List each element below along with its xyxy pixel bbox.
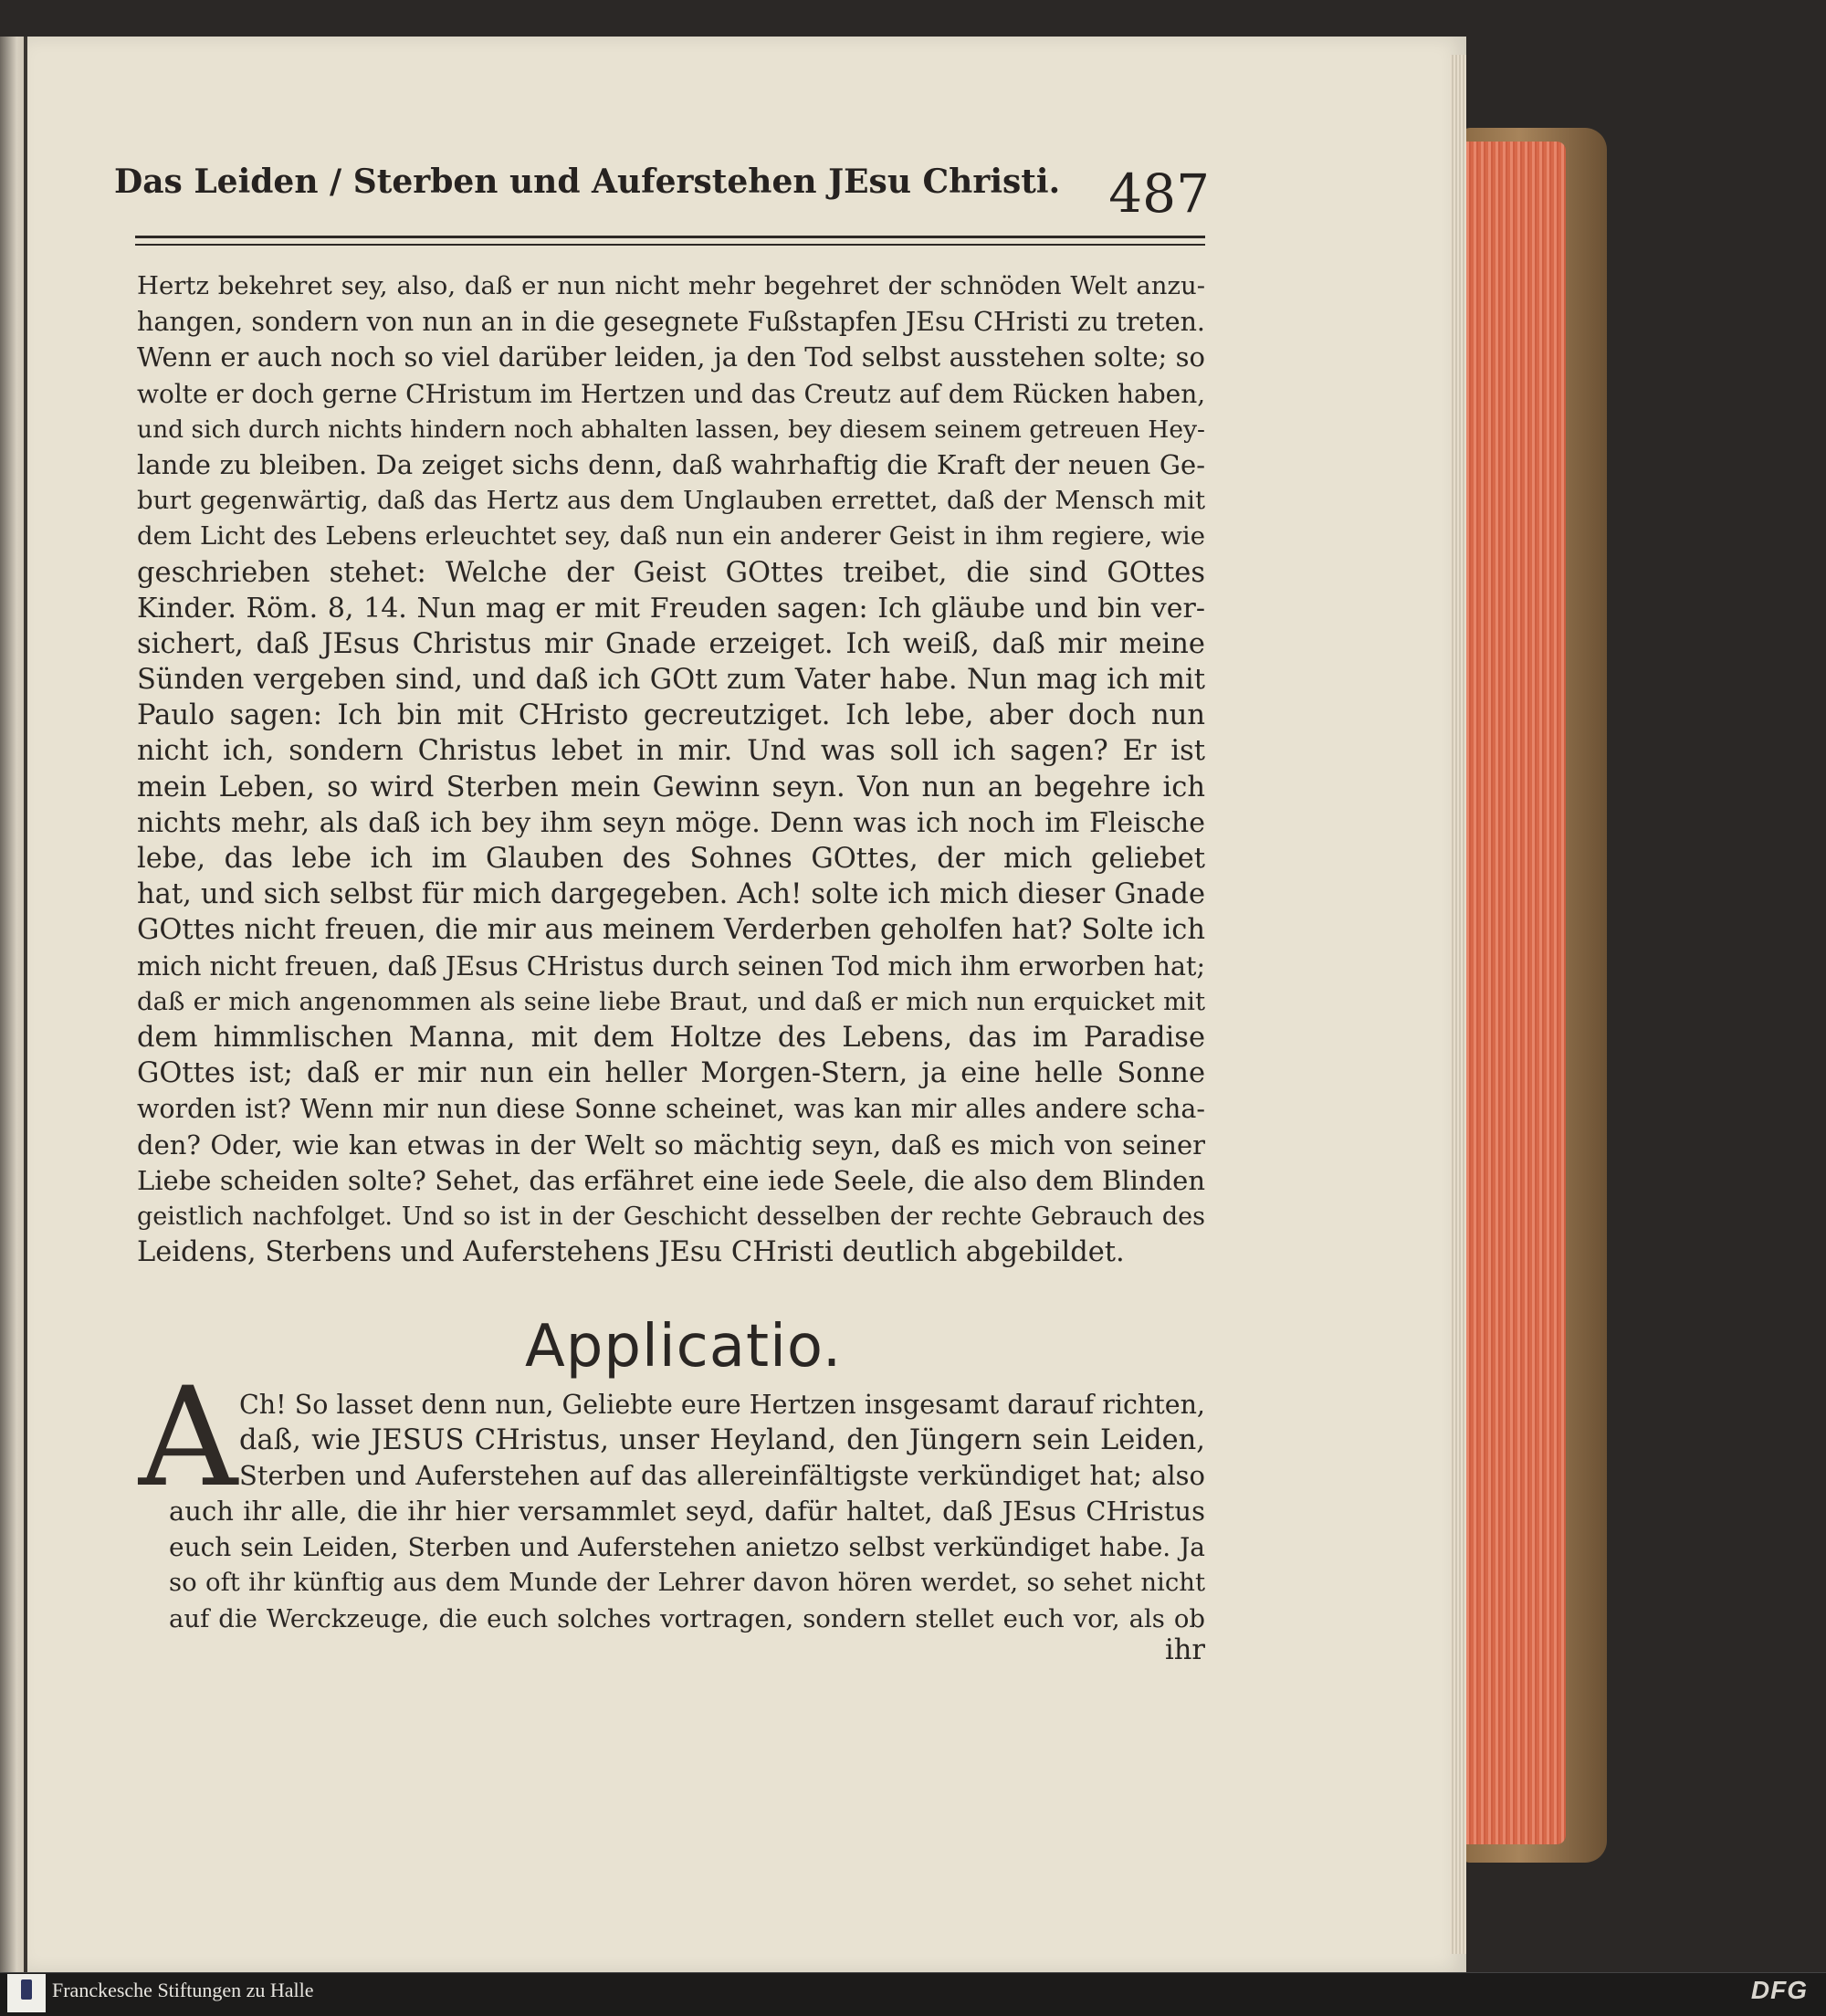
text-line: wolte er doch gerne CHristum im Hertzen und das Creutz auf dem Rücken haben, [137,378,1206,409]
running-head [114,153,1210,236]
header-rule [135,236,1205,238]
text-line: GOttes nicht freuen, die mir aus meinem Verderben geholfen hat? Solte ich [137,914,1205,947]
text-line: Hertz bekehret sey, also, daß er nun nicht mehr begehret der schnöden Welt anzu- [137,271,1205,300]
text-line: burt gegenwärtig, daß das Hertz aus dem Unglauben errettet, daß der Mensch mit [137,486,1205,516]
text-line: auch ihr alle, die ihr hier versammlet seyd, dafür haltet, daß JEsus CHristus [169,1496,1205,1527]
text-line: den? Oder, wie kan etwas in der Welt so mächtig seyn, daß es mich von seiner [137,1129,1205,1160]
text-line: hat, und sich selbst für mich dargegeben. Ach! solte ich mich dieser Gnade [137,878,1205,911]
text-line: geistlich nachfolget. Und so ist in der Geschicht desselben der rechte Gebrauch des [137,1202,1205,1231]
text-line: so oft ihr künftig aus dem Munde der Lehrer davon hören werdet, so sehet nicht [169,1568,1205,1598]
text-line: lebe, das lebe ich im Glauben des Sohnes GOttes, der mich geliebet [137,843,1205,875]
catchword: ihr [1165,1634,1205,1666]
text-line: Kinder. Röm. 8, 14. Nun mag er mit Freuden sagen: Ich gläube und bin ver- [137,592,1205,625]
text-line: euch sein Leiden, Sterben und Auferstehen anietzo selbst verkündiget habe. Ja [169,1532,1205,1563]
text-line: lande zu bleiben. Da zeiget sichs denn, daß wahrhaftig die Kraft der neuen Ge- [137,448,1205,480]
text-line: Sünden vergeben sind, und daß ich GOtt zum Vater habe. Nun mag ich mit [137,664,1205,697]
dfg-logo: DFG [1750,1976,1808,2004]
main-text-block [137,268,1205,1270]
text-line: Liebe scheiden solte? Sehet, das erfähret eine iede Seele, die also dem Blinden [137,1164,1205,1196]
text-line: Wenn er auch noch so viel darüber leiden, ja den Tod selbst ausstehen solte; so [137,341,1205,373]
text-line: GOttes ist; daß er mir nun ein heller Morgen-Stern, ja eine helle Sonne [137,1057,1205,1090]
application-text-block [169,1494,1205,1637]
text-line: sichert, daß JEsus Christus mir Gnade erzeiget. Ich weiß, daß mir meine [137,627,1205,660]
text-line: hangen, sondern von nun an in die gesegnete Fußstapfen JEsu CHristi zu treten. [137,307,1205,338]
text-line: dem Licht des Lebens erleuchtet sey, daß nun ein anderer Geist in ihm regiere, wie [137,521,1205,551]
text-line: und sich durch nichts hindern noch abhalten lassen, bey diesem seinem getreuen Hey- [137,415,1205,444]
decorated-initial: A [138,1359,238,1517]
text-line: daß er mich angenommen als seine liebe Braut, und daß er mich nun erquicket mit [137,986,1205,1016]
page-number: 487 [1108,163,1210,225]
logo-mark-icon [21,1979,32,2000]
text-line: Ch! So lasset denn nun, Geliebte eure Hertzen insgesamt darauf richten, [239,1390,1205,1420]
text-line: mein Leben, so wird Sterben mein Gewinn seyn. Von nun an begehre ich [137,771,1205,803]
text-line: nichts mehr, als daß ich bey ihm seyn möge. Denn was ich noch im Fleische [137,806,1205,839]
application-indented-block [239,1387,1205,1495]
text-line: worden ist? Wenn mir nun diese Sonne scheinet, was kan mir alles andere scha- [137,1094,1205,1125]
text-line: nicht ich, sondern Christus lebet in mir. Und was soll ich sagen? Er ist [137,735,1205,768]
institution-name[interactable]: Franckesche Stiftungen zu Halle [52,1979,314,2001]
page-stack-edge [1450,55,1466,1954]
text-line: geschrieben stehet: Welche der Geist GOttes treibet, die sind GOttes [137,556,1205,589]
text-line: Leidens, Sterbens und Auferstehens JEsu CHristi deutlich abgebildet. [137,1236,1125,1269]
text-line: Sterben und Auferstehen auf das allereinfältigste verkündiget hat; also [239,1460,1205,1492]
section-heading: Applicatio. [525,1313,843,1381]
text-line: daß, wie JESUS CHristus, unser Heyland, den Jüngern sein Leiden, [239,1424,1205,1457]
running-title: Das Leiden / Sterben und Auferstehen JEsu Christi. [114,163,1061,201]
text-line: dem himmlischen Manna, mit dem Holtze des Lebens, das im Paradise [137,1021,1205,1054]
institution-logo [7,1974,46,2012]
previous-page-edge [0,37,24,1972]
red-page-edges [1456,142,1566,1844]
text-line: auf die Werckzeuge, die euch solches vortragen, sondern stellet euch vor, als ob [169,1603,1205,1633]
header-rule [135,244,1205,246]
text-line: Paulo sagen: Ich bin mit CHristo gecreutziget. Ich lebe, aber doch nun [137,699,1205,732]
text-line: mich nicht freuen, daß JEsus CHristus durch seinen Tod mich ihm erworben hat; [137,950,1206,982]
